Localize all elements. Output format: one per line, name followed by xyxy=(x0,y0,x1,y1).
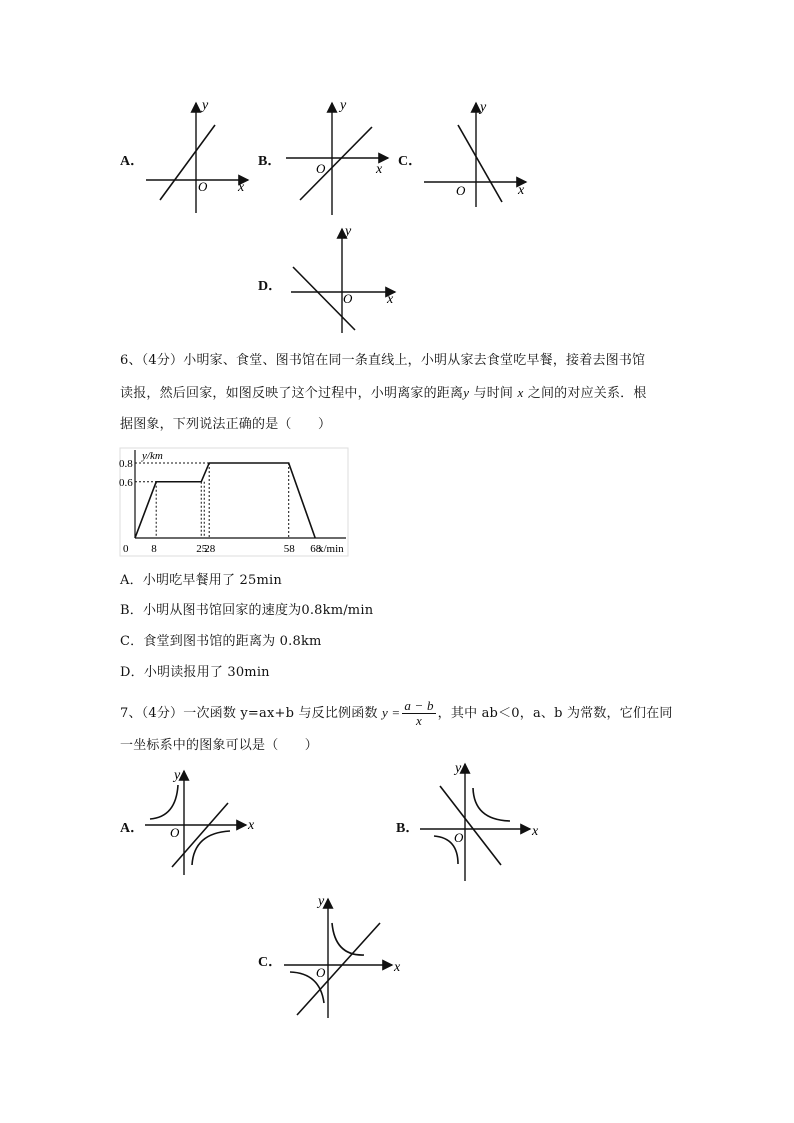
x-axis-label: x xyxy=(376,162,383,177)
series-line xyxy=(135,463,315,538)
fraction: $\frac{a - b}{x}$ xyxy=(404,698,434,728)
q6-distance-time-chart xyxy=(120,448,350,558)
x-axis-label: x xyxy=(238,180,245,195)
x-axis-label: x xyxy=(394,960,401,975)
y-axis-label: y xyxy=(340,98,347,113)
q7-option-c-label[interactable]: C． xyxy=(258,955,283,970)
q6-option-b[interactable]: B．小明从图书馆回家的速度为0.8km/min xyxy=(120,603,374,618)
origin-label: O xyxy=(170,825,180,840)
q7-option-a-label[interactable]: A． xyxy=(120,821,145,836)
q5-option-a-label[interactable]: A． xyxy=(120,154,145,169)
q7-stem-line2: 一坐标系中的图象可以是（ ） xyxy=(120,738,319,753)
x-axis-label: x xyxy=(518,183,525,198)
origin-label: O xyxy=(456,183,466,198)
q6-stem-line2: 读报，然后回家，如图反映了这个过程中，小明离家的距离y 与时间 x 之间的对应关系．根 xyxy=(120,385,647,401)
x-tick-label: 58 xyxy=(283,543,295,555)
q6-option-c[interactable]: C．食堂到图书馆的距离为 0.8km xyxy=(120,634,322,649)
q5-option-b-label[interactable]: B． xyxy=(258,154,282,169)
y-axis-label: y xyxy=(202,98,209,113)
q5-option-c-label[interactable]: C． xyxy=(398,154,423,169)
y-axis-label: y xyxy=(318,894,325,909)
hyperbola-branch xyxy=(150,785,178,819)
q7-option-b-label[interactable]: B． xyxy=(396,821,420,836)
x-axis-label: x xyxy=(248,818,255,833)
q6-stem-line1: 6、（4分）小明家、食堂、图书馆在同一条直线上，小明从家去食堂吃早餐，接着去图书馆 xyxy=(120,353,646,368)
q5-graph-d[interactable] xyxy=(285,225,405,345)
chart-x-label: x/min xyxy=(318,543,344,555)
origin-label: O xyxy=(316,965,326,980)
q5-graph-c[interactable] xyxy=(420,95,540,225)
y-tick-label: 0.6 xyxy=(119,476,133,489)
q6-option-a[interactable]: A．小明吃早餐用了 25min xyxy=(120,573,282,588)
origin-label: O xyxy=(316,161,326,176)
origin-label: O xyxy=(198,179,208,194)
x-tick-label: 68 xyxy=(310,543,322,555)
x-axis-label: x xyxy=(532,824,539,839)
q7-stem-line1: 7、（4分）一次函数 y=ax+b 与反比例函数 y = $\frac{a - b}{x}$ ，其中 ab＜0，a、b 为常数，它们在同 xyxy=(120,698,673,728)
linear-line xyxy=(172,803,228,867)
y-axis-label: y xyxy=(345,224,352,239)
y-tick-label: 0.8 xyxy=(119,458,133,470)
q5-graph-b[interactable] xyxy=(280,95,400,225)
hyperbola-branch xyxy=(192,831,230,865)
q6-stem-line3: 据图象，下列说法正确的是（ ） xyxy=(120,417,332,432)
origin-label: O xyxy=(343,291,353,306)
y-axis-label: y xyxy=(480,100,487,115)
chart-y-label: y/km xyxy=(142,450,163,462)
x-axis-label: x xyxy=(387,292,394,307)
q7-graph-b[interactable] xyxy=(418,758,548,883)
x-tick-label: 25 xyxy=(196,543,208,555)
fraction-lhs: y = xyxy=(381,705,401,720)
q7-graph-c[interactable] xyxy=(280,893,410,1023)
origin-label: O xyxy=(454,830,464,845)
x-tick-label: 8 xyxy=(151,543,157,555)
x-tick-label: 28 xyxy=(204,543,216,555)
y-axis-label: y xyxy=(174,768,181,783)
x-tick-label: 0 xyxy=(123,543,129,555)
q7-graph-a[interactable] xyxy=(140,765,270,880)
q5-graph-a[interactable] xyxy=(140,95,260,225)
y-axis-label: y xyxy=(455,761,462,776)
q5-option-d-label[interactable]: D． xyxy=(258,279,283,294)
q6-option-d[interactable]: D．小明读报用了 30min xyxy=(120,665,270,680)
